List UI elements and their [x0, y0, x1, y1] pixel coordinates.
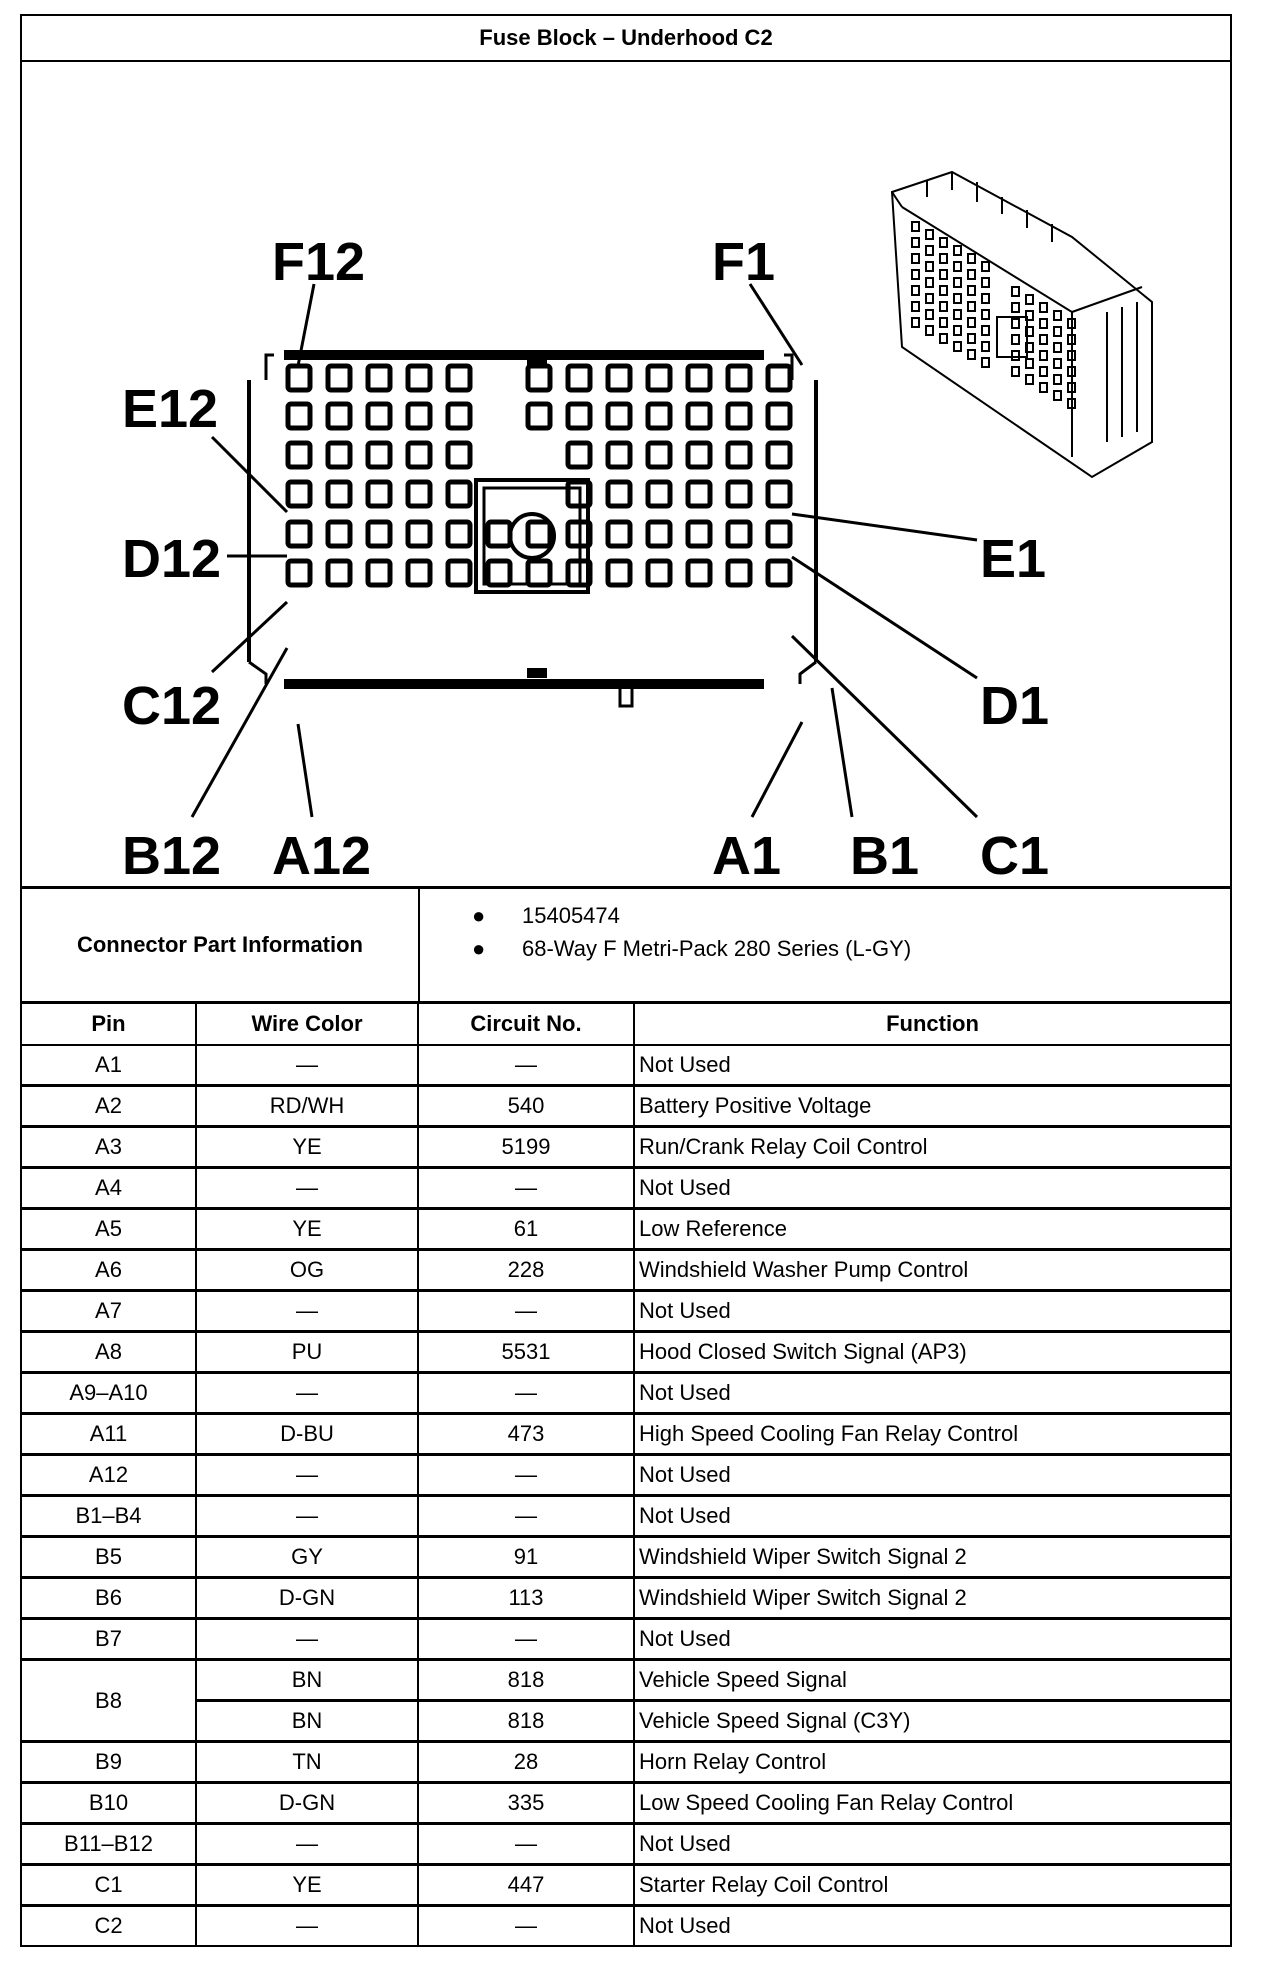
- pin-cavity: [368, 404, 390, 428]
- wire-color-cell: PU: [196, 1332, 418, 1373]
- connector-3d-cavities: [912, 222, 1075, 408]
- icon-cavity: [1012, 287, 1019, 296]
- icon-cavity: [982, 326, 989, 335]
- icon-cavity: [968, 318, 975, 327]
- pin-cavity: [408, 482, 430, 506]
- pin-label-b1: B1: [850, 826, 920, 886]
- pin-cavity: [328, 443, 350, 467]
- icon-cavity: [912, 286, 919, 295]
- pin-cavity: [608, 561, 630, 585]
- wire-color-cell: —: [196, 1906, 418, 1946]
- icon-cavity: [940, 270, 947, 279]
- icon-cavity: [940, 286, 947, 295]
- pin-cell: A1: [22, 1045, 196, 1086]
- pin-cell: B11–B12: [22, 1824, 196, 1865]
- icon-cavity: [954, 262, 961, 271]
- pin-cavity: [408, 522, 430, 546]
- icon-cavity: [1054, 391, 1061, 400]
- pin-cavity: [768, 482, 790, 506]
- wire-color-cell: D-GN: [196, 1783, 418, 1824]
- circuit-cell: —: [418, 1045, 634, 1086]
- icon-cavity: [926, 230, 933, 239]
- wire-color-cell: YE: [196, 1209, 418, 1250]
- wire-color-cell: OG: [196, 1250, 418, 1291]
- wire-color-cell: BN: [196, 1701, 418, 1742]
- pin-cavity: [768, 522, 790, 546]
- pin-label-f12: F12: [272, 232, 366, 292]
- pin-cell: B7: [22, 1619, 196, 1660]
- function-cell: Battery Positive Voltage: [634, 1086, 1230, 1127]
- pin-cavity: [368, 482, 390, 506]
- circuit-cell: 228: [418, 1250, 634, 1291]
- table-row: [22, 1414, 1230, 1455]
- wire-color-cell: D-BU: [196, 1414, 418, 1455]
- pin-cavity: [328, 561, 350, 585]
- pin-label-d12: D12: [122, 529, 222, 589]
- table-row: [22, 1537, 1230, 1578]
- pin-cavity: [728, 443, 750, 467]
- pin-cavity: [328, 522, 350, 546]
- pin-cavity: [488, 561, 510, 585]
- function-cell: Windshield Wiper Switch Signal 2: [634, 1537, 1230, 1578]
- bullet-icon: ●: [472, 903, 486, 928]
- pin-cell: B9: [22, 1742, 196, 1783]
- table-row: [22, 1496, 1230, 1537]
- icon-cavity: [1040, 335, 1047, 344]
- leader-line: [832, 688, 852, 817]
- circuit-cell: 540: [418, 1086, 634, 1127]
- pin-cavity: [368, 443, 390, 467]
- circuit-cell: 473: [418, 1414, 634, 1455]
- icon-cavity: [968, 254, 975, 263]
- pin-cavity: [288, 366, 310, 390]
- pin-cavity: [648, 366, 670, 390]
- pin-cavity: [448, 404, 470, 428]
- icon-cavity: [982, 294, 989, 303]
- function-cell: Not Used: [634, 1045, 1230, 1086]
- pin-cavity: [448, 561, 470, 585]
- pin-cell: A6: [22, 1250, 196, 1291]
- pin-cavity: [728, 522, 750, 546]
- leader-line: [792, 636, 977, 817]
- cpi-list: [420, 889, 1230, 1001]
- icon-cavity: [940, 318, 947, 327]
- pin-cavity: [768, 561, 790, 585]
- pin-label-c1: C1: [980, 826, 1050, 886]
- pin-cavity: [448, 366, 470, 390]
- icon-cavity: [1040, 303, 1047, 312]
- wire-color-cell: YE: [196, 1865, 418, 1906]
- function-cell: Not Used: [634, 1373, 1230, 1414]
- icon-cavity: [982, 310, 989, 319]
- pin-cavity: [688, 443, 710, 467]
- function-cell: High Speed Cooling Fan Relay Control: [634, 1414, 1230, 1455]
- function-cell: Not Used: [634, 1455, 1230, 1496]
- pin-cavity: [488, 522, 510, 546]
- circuit-cell: —: [418, 1168, 634, 1209]
- cpi-item: ● 68-Way F Metri-Pack 280 Series (L-GY): [472, 932, 1230, 965]
- pin-cavity: [608, 404, 630, 428]
- icon-cavity: [1026, 359, 1033, 368]
- circuit-cell: —: [418, 1619, 634, 1660]
- function-cell: Not Used: [634, 1291, 1230, 1332]
- icon-cavity: [940, 254, 947, 263]
- function-cell: Hood Closed Switch Signal (AP3): [634, 1332, 1230, 1373]
- icon-cavity: [1054, 375, 1061, 384]
- pin-label-e1: E1: [980, 529, 1047, 589]
- pin-cavity: [688, 561, 710, 585]
- icon-cavity: [912, 318, 919, 327]
- pin-cavity: [608, 482, 630, 506]
- circuit-cell: —: [418, 1824, 634, 1865]
- icon-cavity: [1026, 375, 1033, 384]
- icon-cavity: [982, 358, 989, 367]
- wire-color-cell: TN: [196, 1742, 418, 1783]
- pin-cavity: [448, 482, 470, 506]
- icon-cavity: [954, 246, 961, 255]
- function-cell: Low Reference: [634, 1209, 1230, 1250]
- pin-cavity: [728, 404, 750, 428]
- wire-color-cell: —: [196, 1168, 418, 1209]
- column-header-function: Function: [634, 1004, 1230, 1045]
- pin-cavity: [408, 443, 430, 467]
- pin-cavity: [288, 522, 310, 546]
- pin-cavity: [408, 561, 430, 585]
- icon-cavity: [1040, 319, 1047, 328]
- circuit-cell: 113: [418, 1578, 634, 1619]
- pinout-table: [22, 1004, 1230, 1945]
- pin-cavity: [448, 522, 470, 546]
- icon-cavity: [1054, 359, 1061, 368]
- pin-cavity: [648, 443, 670, 467]
- icon-cavity: [940, 334, 947, 343]
- pin-cavity: [528, 561, 550, 585]
- function-cell: Not Used: [634, 1496, 1230, 1537]
- leader-line: [792, 514, 977, 540]
- circuit-cell: —: [418, 1455, 634, 1496]
- wire-color-cell: YE: [196, 1127, 418, 1168]
- pin-cavity: [288, 482, 310, 506]
- wire-color-cell: —: [196, 1455, 418, 1496]
- icon-cavity: [982, 278, 989, 287]
- pin-label-d1: D1: [980, 676, 1050, 736]
- icon-cavity: [968, 286, 975, 295]
- circuit-cell: 335: [418, 1783, 634, 1824]
- table-row: [22, 1168, 1230, 1209]
- circuit-cell: 5531: [418, 1332, 634, 1373]
- table-row: [22, 1824, 1230, 1865]
- wire-color-cell: —: [196, 1045, 418, 1086]
- pin-cavity: [608, 522, 630, 546]
- table-row: [22, 1086, 1230, 1127]
- icon-cavity: [912, 222, 919, 231]
- connector-diagram: [22, 62, 1230, 886]
- pin-cell: A4: [22, 1168, 196, 1209]
- pin-cell: A2: [22, 1086, 196, 1127]
- pin-cavity: [768, 366, 790, 390]
- table-row: [22, 1373, 1230, 1414]
- icon-cavity: [926, 310, 933, 319]
- pin-cavity: [328, 366, 350, 390]
- pin-label-a1: A1: [712, 826, 782, 886]
- cpi-item: ● 15405474: [472, 899, 1230, 932]
- pin-cell: B10: [22, 1783, 196, 1824]
- leader-line: [792, 557, 977, 678]
- icon-cavity: [1012, 303, 1019, 312]
- function-cell: Low Speed Cooling Fan Relay Control: [634, 1783, 1230, 1824]
- icon-cavity: [926, 262, 933, 271]
- wire-color-cell: BN: [196, 1660, 418, 1701]
- pin-cell: A12: [22, 1455, 196, 1496]
- column-header-circuit: Circuit No.: [418, 1004, 634, 1045]
- icon-cavity: [982, 262, 989, 271]
- leader-line: [298, 724, 312, 817]
- pin-cell: A5: [22, 1209, 196, 1250]
- icon-cavity: [954, 294, 961, 303]
- pin-cell: A11: [22, 1414, 196, 1455]
- icon-cavity: [968, 302, 975, 311]
- pin-label-e12: E12: [122, 379, 219, 439]
- column-header-wire-color: Wire Color: [196, 1004, 418, 1045]
- pin-cavity: [648, 561, 670, 585]
- leader-line: [752, 722, 802, 817]
- pin-cell: A8: [22, 1332, 196, 1373]
- wire-color-cell: —: [196, 1496, 418, 1537]
- pin-cavity: [328, 482, 350, 506]
- pin-cavity: [688, 366, 710, 390]
- bullet-icon: ●: [472, 936, 486, 961]
- pin-cavity: [688, 404, 710, 428]
- pin-cavity: [648, 522, 670, 546]
- pin-cell: C1: [22, 1865, 196, 1906]
- circuit-cell: —: [418, 1496, 634, 1537]
- icon-cavity: [968, 334, 975, 343]
- table-row: [22, 1906, 1230, 1946]
- wire-color-cell: GY: [196, 1537, 418, 1578]
- pin-cavity: [728, 482, 750, 506]
- icon-cavity: [954, 278, 961, 287]
- function-cell: Windshield Wiper Switch Signal 2: [634, 1578, 1230, 1619]
- icon-cavity: [1012, 351, 1019, 360]
- function-cell: Windshield Washer Pump Control: [634, 1250, 1230, 1291]
- icon-cavity: [1054, 343, 1061, 352]
- function-cell: Not Used: [634, 1168, 1230, 1209]
- icon-cavity: [912, 302, 919, 311]
- icon-cavity: [982, 342, 989, 351]
- function-cell: Starter Relay Coil Control: [634, 1865, 1230, 1906]
- pin-label-f1: F1: [712, 232, 776, 292]
- icon-cavity: [926, 278, 933, 287]
- icon-cavity: [926, 326, 933, 335]
- connector-face: [249, 355, 816, 706]
- table-header-row: [22, 1004, 1230, 1045]
- pin-cavity: [288, 443, 310, 467]
- pin-label-c12: C12: [122, 676, 222, 736]
- pin-cell: B8: [22, 1660, 196, 1742]
- table-row: [22, 1332, 1230, 1373]
- icon-cavity: [926, 294, 933, 303]
- pin-cavity: [528, 366, 550, 390]
- wire-color-cell: —: [196, 1373, 418, 1414]
- pin-cavity: [528, 404, 550, 428]
- pin-cavity: [528, 522, 550, 546]
- icon-cavity: [954, 326, 961, 335]
- pin-label-b12: B12: [122, 826, 222, 886]
- table-row: [22, 1291, 1230, 1332]
- pin-cavity: [648, 404, 670, 428]
- circuit-cell: 447: [418, 1865, 634, 1906]
- table-row: [22, 1865, 1230, 1906]
- pin-cell: A3: [22, 1127, 196, 1168]
- table-row: [22, 1209, 1230, 1250]
- pin-cavity: [728, 366, 750, 390]
- circuit-cell: —: [418, 1373, 634, 1414]
- pin-cavity: [328, 404, 350, 428]
- pin-cavity: [368, 522, 390, 546]
- table-row: [22, 1578, 1230, 1619]
- circuit-cell: 61: [418, 1209, 634, 1250]
- circuit-cell: 5199: [418, 1127, 634, 1168]
- table-row: [22, 1455, 1230, 1496]
- function-cell: Vehicle Speed Signal (C3Y): [634, 1701, 1230, 1742]
- pin-cavity: [288, 561, 310, 585]
- icon-cavity: [912, 238, 919, 247]
- page-title: Fuse Block – Underhood C2: [22, 16, 1230, 62]
- wire-color-cell: —: [196, 1291, 418, 1332]
- function-cell: Run/Crank Relay Coil Control: [634, 1127, 1230, 1168]
- icon-cavity: [1054, 327, 1061, 336]
- icon-cavity: [1054, 311, 1061, 320]
- function-cell: Not Used: [634, 1906, 1230, 1946]
- pin-cell: A7: [22, 1291, 196, 1332]
- icon-cavity: [968, 350, 975, 359]
- pin-cavity: [368, 561, 390, 585]
- circuit-cell: —: [418, 1906, 634, 1946]
- pin-cell: C2: [22, 1906, 196, 1946]
- circuit-cell: 28: [418, 1742, 634, 1783]
- table-row: [22, 1701, 1230, 1742]
- icon-cavity: [954, 310, 961, 319]
- pin-cell: B6: [22, 1578, 196, 1619]
- icon-cavity: [1040, 367, 1047, 376]
- pin-cavity: [688, 522, 710, 546]
- table-row: [22, 1742, 1230, 1783]
- connector-figure: [22, 62, 1230, 889]
- connector-3d-icon: [892, 172, 1152, 477]
- function-cell: Horn Relay Control: [634, 1742, 1230, 1783]
- cpi-label: Connector Part Information: [22, 889, 420, 1001]
- pin-cavity: [568, 404, 590, 428]
- table-row: [22, 1127, 1230, 1168]
- pin-cavity: [648, 482, 670, 506]
- circuit-cell: —: [418, 1291, 634, 1332]
- icon-cavity: [940, 302, 947, 311]
- pin-cavity: [448, 443, 470, 467]
- circuit-cell: 818: [418, 1701, 634, 1742]
- pin-cavity: [768, 404, 790, 428]
- pin-label-a12: A12: [272, 826, 372, 886]
- circuit-cell: 818: [418, 1660, 634, 1701]
- circuit-cell: 91: [418, 1537, 634, 1578]
- pin-cavity: [408, 366, 430, 390]
- connector-part-information: [22, 889, 1230, 1004]
- icon-cavity: [968, 270, 975, 279]
- function-cell: Not Used: [634, 1619, 1230, 1660]
- icon-cavity: [940, 238, 947, 247]
- pin-cavity: [568, 366, 590, 390]
- pin-cell: B5: [22, 1537, 196, 1578]
- pin-cavity: [728, 561, 750, 585]
- icon-cavity: [1012, 367, 1019, 376]
- wire-color-cell: —: [196, 1824, 418, 1865]
- table-row: [22, 1660, 1230, 1701]
- pin-cavity: [608, 443, 630, 467]
- icon-cavity: [954, 342, 961, 351]
- pin-cavity: [408, 404, 430, 428]
- pin-cavity: [608, 366, 630, 390]
- function-cell: Not Used: [634, 1824, 1230, 1865]
- wire-color-cell: —: [196, 1619, 418, 1660]
- pin-cell: A9–A10: [22, 1373, 196, 1414]
- icon-cavity: [1026, 295, 1033, 304]
- connector-sheet: [20, 14, 1232, 1947]
- table-row: [22, 1250, 1230, 1291]
- table-row: [22, 1619, 1230, 1660]
- table-row: [22, 1783, 1230, 1824]
- wire-color-cell: RD/WH: [196, 1086, 418, 1127]
- icon-cavity: [912, 270, 919, 279]
- table-row: [22, 1045, 1230, 1086]
- pin-cavity: [688, 482, 710, 506]
- pin-cavity: [568, 443, 590, 467]
- icon-cavity: [1040, 383, 1047, 392]
- pin-cell: B1–B4: [22, 1496, 196, 1537]
- icon-cavity: [1012, 335, 1019, 344]
- wire-color-cell: D-GN: [196, 1578, 418, 1619]
- pin-cavity: [368, 366, 390, 390]
- function-cell: Vehicle Speed Signal: [634, 1660, 1230, 1701]
- icon-cavity: [912, 254, 919, 263]
- pin-cavities: [288, 366, 790, 585]
- pin-cavity: [288, 404, 310, 428]
- pin-cavity: [768, 443, 790, 467]
- icon-cavity: [1012, 319, 1019, 328]
- icon-cavity: [926, 246, 933, 255]
- column-header-pin: Pin: [22, 1004, 196, 1045]
- icon-cavity: [1040, 351, 1047, 360]
